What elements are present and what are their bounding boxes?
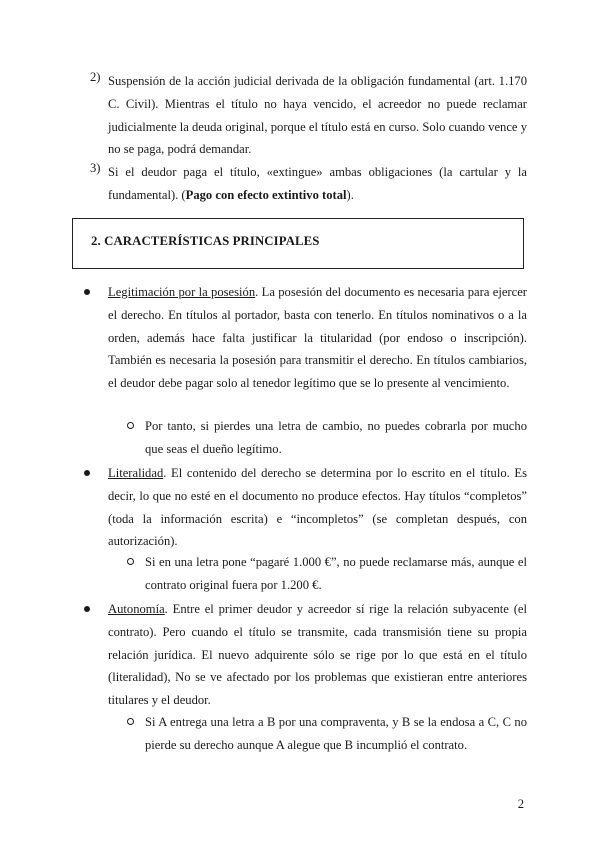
sub-bullet-text: Si en una letra pone “pagaré 1.000 €”, no puede reclamarse más, aunque el contrato original fuera por 1.200 €. [145, 555, 527, 592]
page-number: 2 [517, 797, 524, 811]
bullet-dot-icon [84, 606, 90, 612]
circle-bullet-icon [127, 422, 134, 429]
sub-bullet-text: Por tanto, si pierdes una letra de cambio, no puedes cobrarla por mucho que seas el dueño legítimo. [145, 419, 527, 456]
bullet-item [84, 598, 527, 712]
numbered-item [90, 161, 527, 207]
circle-bullet-icon [127, 558, 134, 565]
sub-bullet-item [127, 551, 527, 597]
sub-bullet-text: Si A entrega una letra a B por una compraventa, y B se la endosa a C, C no pierde su derecho aunque A alegue que B incumplió el contrato. [145, 715, 527, 752]
bold-phrase: Pago con efecto extintivo total [185, 187, 347, 202]
bullet-dot-icon [84, 470, 90, 476]
circle-bullet-icon [127, 718, 134, 725]
bullet-text: Legitimación por la posesión. La posesión del documento es necesaria para ejercer el derecho. En títulos al portador, basta con tenerlo. En títulos nominativos o a la orden, además hace falta justificar la titularidad (por endoso o inscripción). También es necesaria la posesión para transmitir el derecho. En títulos cambiarios, el deudor debe pagar solo al tenedor legítimo que se lo presente al vencimiento. [108, 285, 527, 391]
item-number: 3) [90, 161, 101, 175]
numbered-item [90, 70, 527, 161]
bullet-term: Legitimación por la posesión [108, 285, 256, 299]
item-text: Suspensión de la acción judicial derivada de la obligación fundamental (art. 1.170 C. Civil). Mientras el título no haya vencido, el acreedor no puede reclamar judicialmente la deuda original, porque el título está en curso. Solo cuando vence y no se paga, podrá demandar. [108, 74, 527, 157]
bullet-term: Literalidad [108, 466, 164, 480]
bullet-item [84, 281, 527, 395]
bullet-item [84, 462, 527, 553]
section-heading: 2. CARACTERÍSTICAS PRINCIPALES [91, 234, 320, 248]
bullet-text: Autonomía. Entre el primer deudor y acreedor sí rige la relación subyacente (el contrato). Pero cuando el título se transmite, cada transmisión tiene su propia relación jurídica. El nuevo adquirente sólo se rige por lo que está en el título (literalidad), No se ve afectado por los problemas que existieran entre anteriores titulares y el deudor. [108, 602, 527, 708]
item-text: Si el deudor paga el título, «extingue» ambas obligaciones (la cartular y la fundamental). (Pago con efecto extintivo total). [108, 165, 527, 202]
bullet-text: Literalidad. El contenido del derecho se determina por lo escrito en el título. Es decir, lo que no esté en el documento no produce efectos. Hay títulos “completos” (toda la información escrita) e “incompletos” (se completan después, con autorización). [108, 466, 527, 549]
sub-bullet-item [127, 711, 527, 757]
item-number: 2) [90, 70, 101, 84]
section-heading-box [72, 218, 524, 269]
sub-bullet-item [127, 415, 527, 461]
bullet-term: Autonomía [108, 602, 165, 616]
bullet-dot-icon [84, 289, 90, 295]
